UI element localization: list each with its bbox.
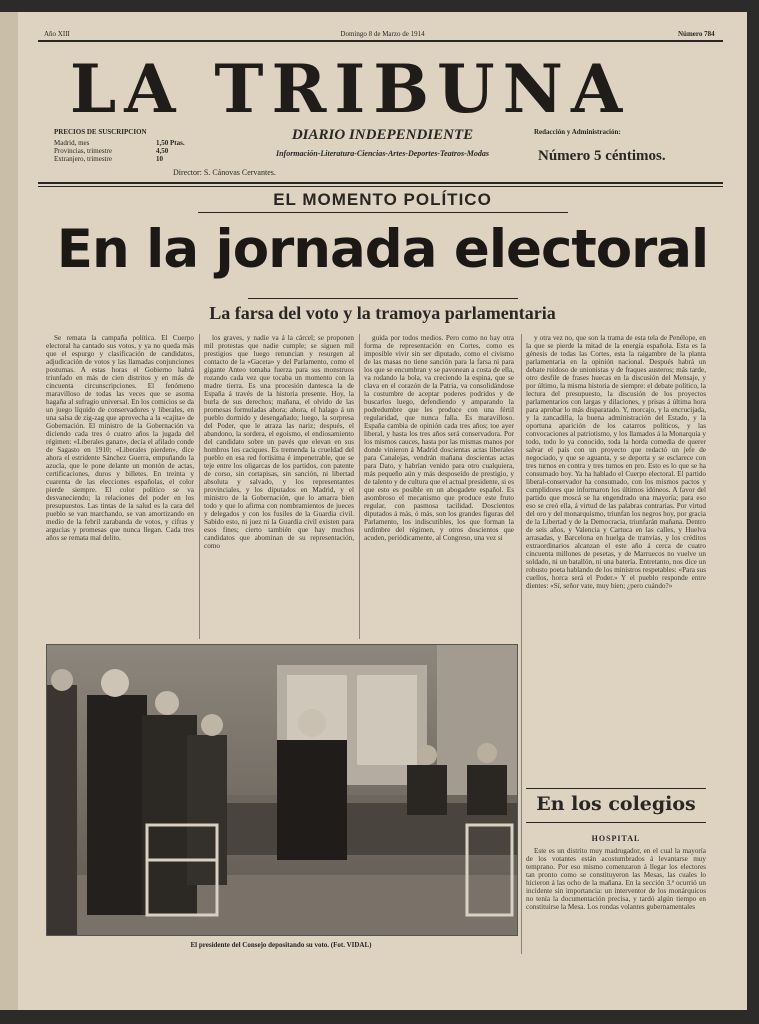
article-column-4 xyxy=(526,334,706,786)
subscription-value: 10 xyxy=(156,155,163,163)
subscription-value: 1,50 Ptas. xyxy=(156,139,185,147)
masthead-sections: Información-Literatura-Ciencias-Artes-Deportes-Teatros-Modas xyxy=(275,149,490,158)
issue-prefix: Año XIII xyxy=(44,30,70,38)
sidebar-rule-bottom xyxy=(526,822,706,823)
issue-date: Domingo 8 de Marzo de 1914 xyxy=(340,30,425,38)
price-label: Número 5 céntimos. xyxy=(538,148,666,164)
article-kicker: EL MOMENTO POLÍTICO xyxy=(273,190,492,209)
photo-illustration xyxy=(47,645,517,935)
director-line: Director: S. Cánovas Cervantes. xyxy=(173,168,276,177)
article-deck: La farsa del voto y la tramoya parlamentaria xyxy=(209,303,556,323)
kicker-underline xyxy=(198,212,568,213)
masthead-rule-thin xyxy=(38,186,723,187)
column-text: Se remata la campaña política. El Cuerpo electoral ha cantado sus votos, y ya no queda más que el espurgo y clasificación de candidatos, adjudicación de votos y las llamadas conjunciones postumas. A estas horas el Gobierno habrá triunfado en más de cien distritos y en más de cincuenta circunscripciones. El fenómeno maravilloso de todas las veces que se asoma hagaña al sufragio universal. En los comicios se da un juego líquido de conservadores y liberales, en una salsa de zig-zag que aprovecha a la «cajita» de Gobernación. El ministro de la Gobernación va diciendo cada tres ó cuatro años la jugada del régimen: «Liberales ganan», decía el afilado conde de Sagasto en 1910; «Liberales pierden», dice ahora el estridente Sánchez Guerra, empuñando la azucla, que le pone delante un montón de actas, certificaciones, duros y billetes. En treinta y cuarenta de las elecciones españolas, el color pierde siempre. El color político se va desvaneciendo; la relaciones del poder en los presupuestos. Las tintas de la salud es la cara del pueblo se van marchando, se van amortizando en medio de la febril zarabanda de votos, y cifras y argucias y promesas que nunca llegan. Cada tres años se remata mal delito. xyxy=(46,334,194,542)
subscription-value: 4,50 xyxy=(156,147,169,155)
headline-rule xyxy=(248,298,518,299)
subscription-row: Extranjero, trimestre xyxy=(54,155,112,163)
article-column-3 xyxy=(364,334,514,639)
column-separator xyxy=(199,334,200,639)
issue-number: Número 784 xyxy=(678,30,715,38)
column-text: guida por todos medios. Pero como no hay otra forma de representación en Cortes, como es imposible vivir sin ser diputado, como el civismo de las masas no tiene sanción para la farsa ni para los que se encumbran y se pavonean a costa de ella, va rodando la bola, va creciendo la espina, que se clava en el corazón de la Patria, va consolidándose la costumbre de aceptar poderes podridos y de buscarlos luego, defendiendo y amparando la podredumbre que les produce con una fértil regularidad, que nunca falla. Es maravilloso. España cambia de opinión cada tres años; toe ayer liberal, y hasta los tres años será conservadora. Por los mismos cauces, hasta por las mismas manos por donde vinieron á Madrid doscientas actas liberales para Canalejas, vendrán mañana doscientas actas para Dato, y habrían venido para otro cualquiera, más pequeño aún y más desposeído de prestigio, y de talento y de cultura que el actual presidente, si es que esto es posible en un abogadete español. Es asombroso el mecanismo que produce este fruto regular, con pasmosa tacilidad. Doscientos diputados á más, ó más, son los grandes figuras del Parlamento, los indiscutibles, los que forman la urdimbre del régimen, y otros doscientos que acuden, periódicamente, al Congreso, una vez si xyxy=(364,334,514,542)
article-headline: En la jornada electoral xyxy=(56,219,709,280)
subscription-title: PRECIOS DE SUSCRIPCION xyxy=(54,128,147,136)
article-column-1 xyxy=(46,334,194,639)
redaccion-label: Redacción y Administración: xyxy=(534,128,621,136)
sidebar-text xyxy=(526,847,706,959)
column-separator xyxy=(521,334,522,954)
subscription-row: Madrid, mes xyxy=(54,139,90,147)
column-text: los graves, y nadie va á la cárcel; se proponen mil protestas que nadie cumple; se siguen mil prestigios que luego renuncian y resurgen al contacto de la «Gaceta» y del Parlamento, como el gigante Anteo tomaba fuerza para sus monstruos rozando cada vez que tocaba un momento con la madre tierra. Es una procesión dantesca la de España á través de la historia presente. Hoy, la burla de sus derechos; mañana, el olvido de las promesas formuladas ahora; ahora, el halago á un pueblo dormido y desengañado; luego, la sorpresa del Poder, que le atraza las nariz; después, el abandono, la sordera, el egoísmo, el endiosamiento del candidato sobre un pavés que elevan en sus hombros los caciques. Es tremenda la crueldad del pueblo en esa red fortísima é impenetrable, que se teje entre los oligarcas de los partidos, con patente de corso, sin cortapisas, sin sanción, ni libertad absoluta y salvado, y los representantes provinciales, y los diputados en Madrid, y el ministro de la Gobernación, que lo amarra bien todo y que lo afirma con nombramientos de jueces y delegados y con los fusiles de la Guardia civil. Sabido esto, ni juez ni la Guardia civil existen para esos fines; cierto también que hay muchos candidatos que abominan de su representación, como xyxy=(204,334,354,550)
page-binding-edge xyxy=(0,12,19,1010)
masthead-title: LA TRIBUNA xyxy=(69,50,631,128)
top-rule xyxy=(38,40,723,42)
photo-caption: El presidente del Consejo depositando su voto. (Fot. VIDAL) xyxy=(190,941,372,949)
sidebar-rule xyxy=(526,788,706,789)
article-photo xyxy=(46,644,518,936)
column-separator xyxy=(359,334,360,639)
masthead-rule xyxy=(38,182,723,184)
sidebar-paragraph: Este es un distrito muy madrugador, en el cual la mayoría de los votantes están acostumbrados á levantarse muy temprano. Por eso mismo comenzaron á llegar los electores tan pronto como se constituyeron las Mesas, las cuales lo hicieron á las ocho de la mañana. En la sección 3.ª ocurrió un incidente sin importancia: un interventor de los monárquicos no tenía la documentación precisa, y tardó algún tiempo en constituirse la Mesa. Los rondas volantes gubernamentales xyxy=(526,847,706,911)
sidebar-title: En los colegios xyxy=(536,793,696,815)
column-text: y otra vez no, que son la trama de esta tela de Penélope, en la que se pierde la mitad de la energía española. Esta es la génesis de todas las Cortes, esta la raigambre de la planta parlamentaria en la opinión nacional. Después habrá un debate ruidoso de unionistas y de fraques austeros; más tarde, otro desfile de frases huecas en la discusión del Mensaje, y por último, la misma historia de siempre: el debate político, la lectura del presupuesto, la discusión de los proyectos parlamentarios con largas y dilaciones, y prisas á última hora para aprobar lo más disparatado. Y, morcajo, y la encrucijada, y la zancadilla, la buena administración del Estado, y la oportuna aparición de los catarros políticos, y las convocaciones al patriotismo, y los llamados á la Monarquía y todo, todo lo ya conocido, toda la horda comedia de querer salvar el país con un proyecto que redactó un jefe de negociado, y que se aguanta, y se deporta y se esclarece con tres turnos en contra y tres turnos en pro. Esto es lo que se ha consumado hoy. Ya ha hablado el Cuerpo electoral. El partido liberal-conservador ha consumado, con los mismos pactos y cumplidores que informaron los últimos idóneos. A favor del partido que moscá se ha engendrado una mayoría; para eso eso se creó ella, á virtud de las palabras contrarias. Por virtud del oro y del monarquismo, triunfan los negros hoy, por gracia de la Libertad y de la Democracia, triunfarán mañana. Dentro de seis años, y Valencia y Cartuca en las calles, y Huelva arrasadas, y Barcelona en huelga de tranvías, y los créditos extraordinarios alcanzan el este año á cerca de cuatro cincuenta millones de pesetas, y de Marruecos no vuelve un soldado, ni un batallón, ni una batería. Entretanto, nos dice un robusto poeta hablando de los ministros respetables: «Para sus cuellos, horca será el Poder.» Y el pueblo responde entre dientes: «Sí, señor vate, muy bien; ¿pero cuándo?» xyxy=(526,334,706,590)
sidebar-subhead: HOSPITAL xyxy=(591,834,641,843)
masthead-subtitle: DIARIO INDEPENDIENTE xyxy=(291,127,474,143)
newspaper-page xyxy=(18,12,747,1010)
subscription-row: Provincias, trimestre xyxy=(54,147,112,155)
article-column-2 xyxy=(204,334,354,639)
